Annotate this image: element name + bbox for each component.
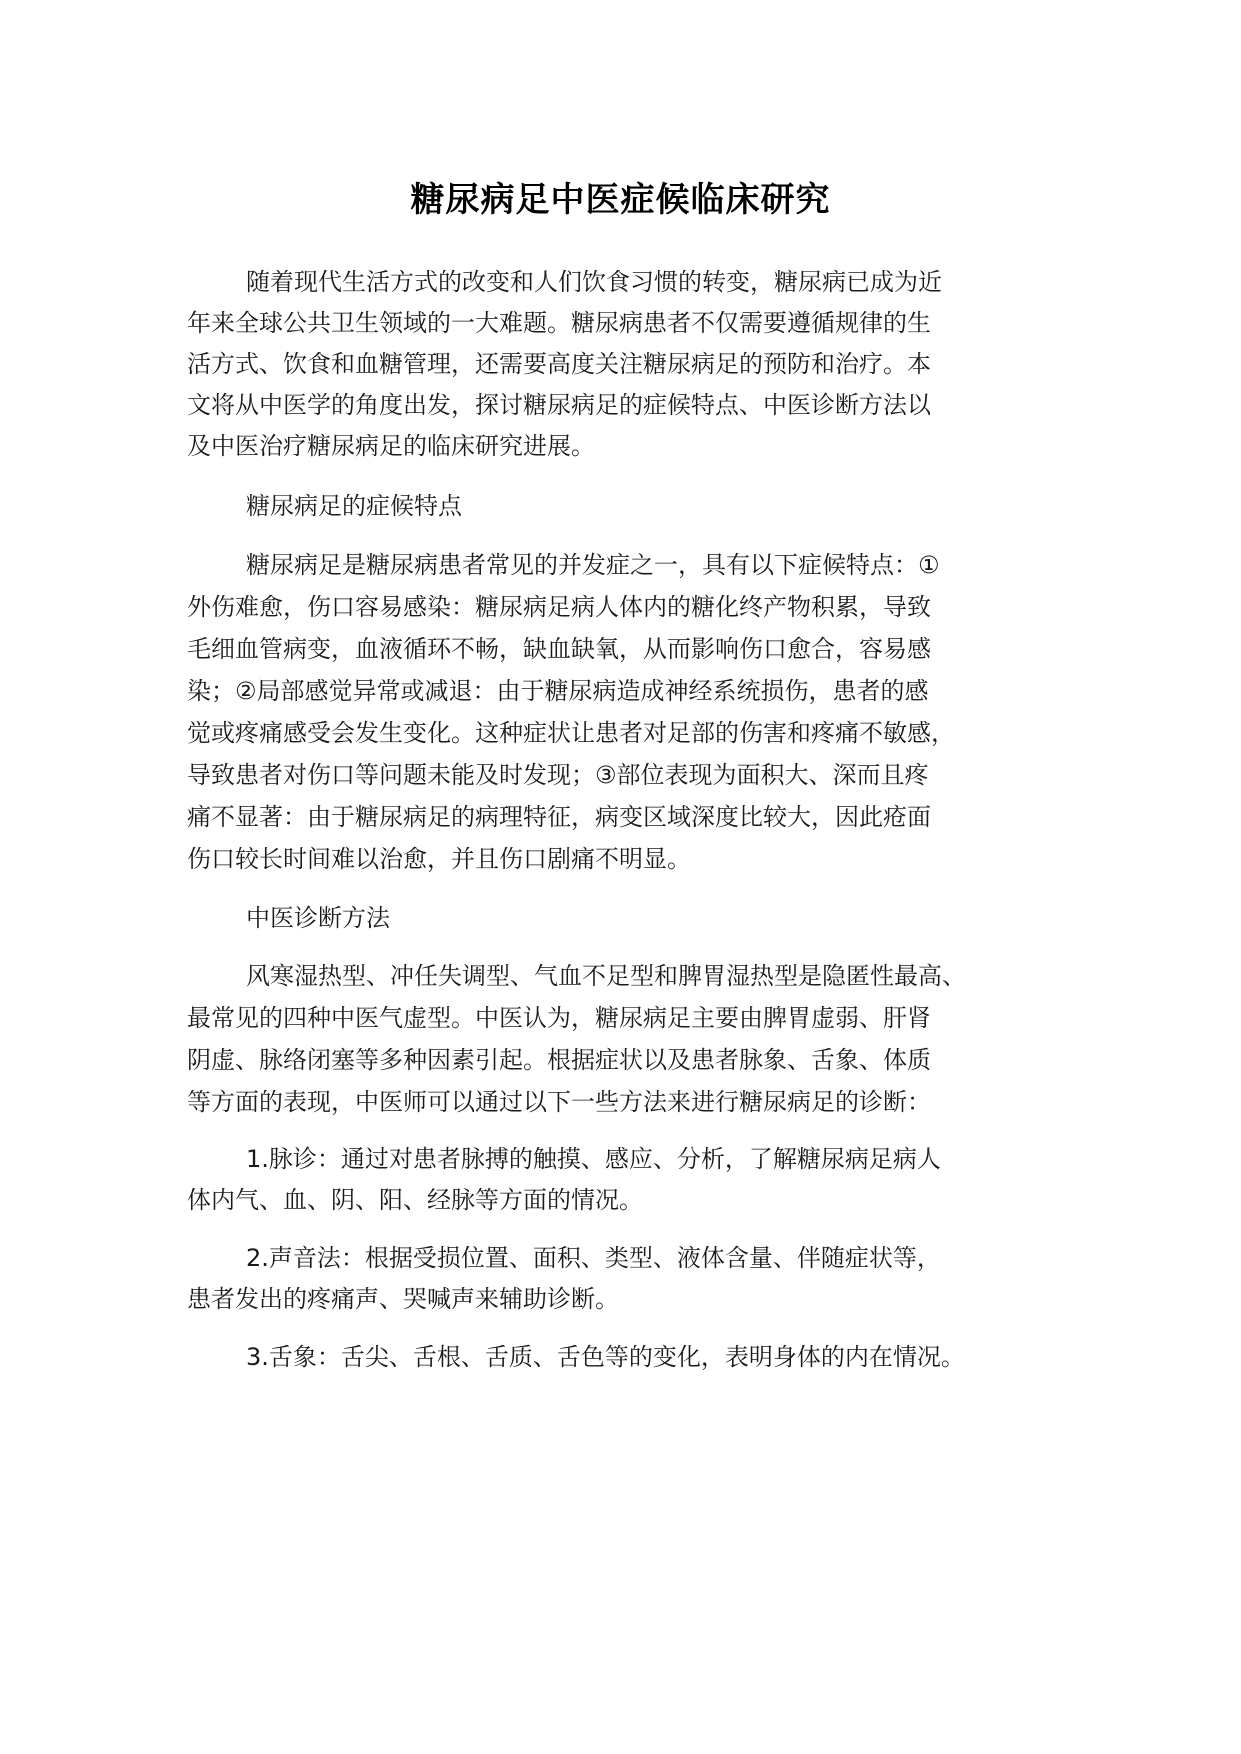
intro-line: 年来全球公共卫生领域的一大难题。糖尿病患者不仅需要遵循规律的生 xyxy=(187,309,931,337)
intro-line: 及中医治疗糖尿病足的临床研究进展。 xyxy=(187,432,595,460)
section1-line: 外伤难愈，伤口容易感染：糖尿病足病人体内的糖化终产物积累，导致 xyxy=(187,593,931,621)
section2-line: 最常见的四种中医气虚型。中医认为，糖尿病足主要由脾胃虚弱、肝肾 xyxy=(187,1004,931,1032)
section-heading: 糖尿病足的症候特点 xyxy=(246,492,462,520)
section1-line: 痛不显著：由于糖尿病足的病理特征，病变区域深度比较大，因此疮面 xyxy=(187,803,931,831)
list-item-line: 体内气、血、阴、阳、经脉等方面的情况。 xyxy=(187,1186,643,1214)
section-heading: 中医诊断方法 xyxy=(246,904,390,932)
list-item-line: 1.脉诊：通过对患者脉搏的触摸、感应、分析，了解糖尿病足病人 xyxy=(246,1145,941,1173)
section1-line: 毛细血管病变，血液循环不畅，缺血缺氧，从而影响伤口愈合，容易感 xyxy=(187,635,931,663)
intro-line: 随着现代生活方式的改变和人们饮食习惯的转变，糖尿病已成为近 xyxy=(246,268,942,296)
list-item-line: 2.声音法：根据受损位置、面积、类型、液体含量、伴随症状等， xyxy=(246,1244,941,1272)
intro-line: 文将从中医学的角度出发，探讨糖尿病足的症候特点、中医诊断方法以 xyxy=(187,391,931,419)
section2-line: 风寒湿热型、冲任失调型、气血不足型和脾胃湿热型是隐匿性最高、 xyxy=(246,962,966,990)
intro-line: 活方式、饮食和血糖管理，还需要高度关注糖尿病足的预防和治疗。本 xyxy=(187,350,931,378)
list-item-line: 患者发出的疼痛声、哭喊声来辅助诊断。 xyxy=(187,1285,619,1313)
section1-line: 导致患者对伤口等问题未能及时发现；③部位表现为面积大、深而且疼 xyxy=(187,761,929,789)
section1-line: 糖尿病足是糖尿病患者常见的并发症之一，具有以下症候特点：① xyxy=(246,551,940,579)
section1-line: 觉或疼痛感受会发生变化。这种症状让患者对足部的伤害和疼痛不敏感， xyxy=(187,719,955,747)
section2-line: 阴虚、脉络闭塞等多种因素引起。根据症状以及患者脉象、舌象、体质 xyxy=(187,1046,931,1074)
list-item-line: 3.舌象：舌尖、舌根、舌质、舌色等的变化，表明身体的内在情况。 xyxy=(246,1343,965,1371)
document-title: 糖尿病足中医症候临床研究 xyxy=(410,180,831,220)
section1-line: 伤口较长时间难以治愈，并且伤口剧痛不明显。 xyxy=(187,845,691,873)
section1-line: 染；②局部感觉异常或减退：由于糖尿病造成神经系统损伤，患者的感 xyxy=(187,677,929,705)
section2-line: 等方面的表现，中医师可以通过以下一些方法来进行糖尿病足的诊断： xyxy=(187,1088,931,1116)
